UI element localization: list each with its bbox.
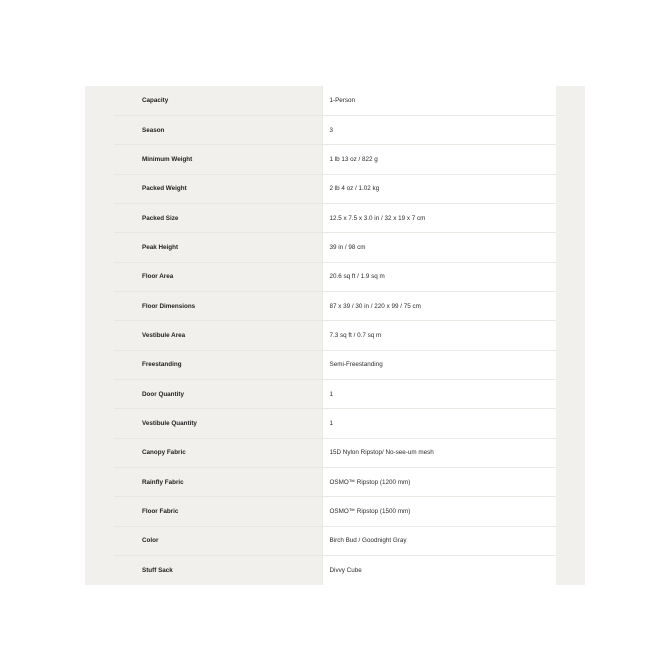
spec-label: Packed Size [114, 203, 322, 232]
spec-row-freestanding [114, 350, 556, 379]
spec-row-minimum-weight [114, 145, 556, 174]
spec-value: 1-Person [322, 86, 556, 115]
spec-value: 12.5 x 7.5 x 3.0 in / 32 x 19 x 7 cm [322, 203, 556, 232]
spec-panel [85, 86, 585, 585]
spec-value: 1 [322, 379, 556, 408]
spec-label: Vestibule Area [114, 321, 322, 350]
spec-label: Rainfly Fabric [114, 467, 322, 496]
spec-row-vestibule-quantity [114, 409, 556, 438]
spec-label: Stuff Sack [142, 567, 173, 574]
spec-label: Packed Weight [114, 174, 322, 203]
spec-label: Canopy Fabric [114, 438, 322, 467]
spec-label: Floor Fabric [114, 497, 322, 526]
spec-row-color [114, 526, 556, 555]
spec-label: Capacity [114, 86, 322, 115]
spec-row-packed-size [114, 203, 556, 232]
spec-label: Peak Height [114, 233, 322, 262]
spec-value: Divvy Cube [322, 556, 556, 586]
spec-row-packed-weight [114, 174, 556, 203]
spec-value: 20.6 sq ft / 1.9 sq m [322, 262, 556, 291]
spec-label: Season [114, 115, 322, 144]
spec-value: 7.3 sq ft / 0.7 sq m [322, 321, 556, 350]
spec-value: 3 [322, 115, 556, 144]
spec-label: Vestibule Quantity [114, 409, 322, 438]
spec-value: OSMO™ Ripstop (1500 mm) [322, 497, 556, 526]
spec-value: 1 [322, 409, 556, 438]
spec-label: Door Quantity [114, 379, 322, 408]
spec-value: 87 x 39 / 30 in / 220 x 99 / 75 cm [322, 291, 556, 320]
spec-row-floor-area [114, 262, 556, 291]
spec-value: 2 lb 4 oz / 1.02 kg [322, 174, 556, 203]
spec-value: OSMO™ Ripstop (1200 mm) [322, 467, 556, 496]
spec-value: Birch Bud / Goodnight Gray [322, 526, 556, 555]
spec-row-season [114, 115, 556, 144]
spec-row-stuff-sack [114, 556, 556, 586]
spec-row-door-quantity [114, 379, 556, 408]
spec-label: Minimum Weight [114, 145, 322, 174]
spec-row-rainfly-fabric [114, 467, 556, 496]
spec-value: 15D Nylon Ripstop/ No-see-um mesh [322, 438, 556, 467]
spec-label: Freestanding [114, 350, 322, 379]
spec-row-floor-fabric [114, 497, 556, 526]
spec-table [114, 86, 556, 585]
spec-value: 39 in / 98 cm [322, 233, 556, 262]
spec-label: Floor Dimensions [114, 291, 322, 320]
spec-value: 1 lb 13 oz / 822 g [322, 145, 556, 174]
spec-row-canopy-fabric [114, 438, 556, 467]
spec-row-peak-height [114, 233, 556, 262]
spec-row-vestibule-area [114, 321, 556, 350]
spec-label: Color [114, 526, 322, 555]
spec-row-capacity [114, 86, 556, 115]
spec-value: Semi-Freestanding [322, 350, 556, 379]
spec-label: Floor Area [114, 262, 322, 291]
spec-row-floor-dimensions [114, 291, 556, 320]
